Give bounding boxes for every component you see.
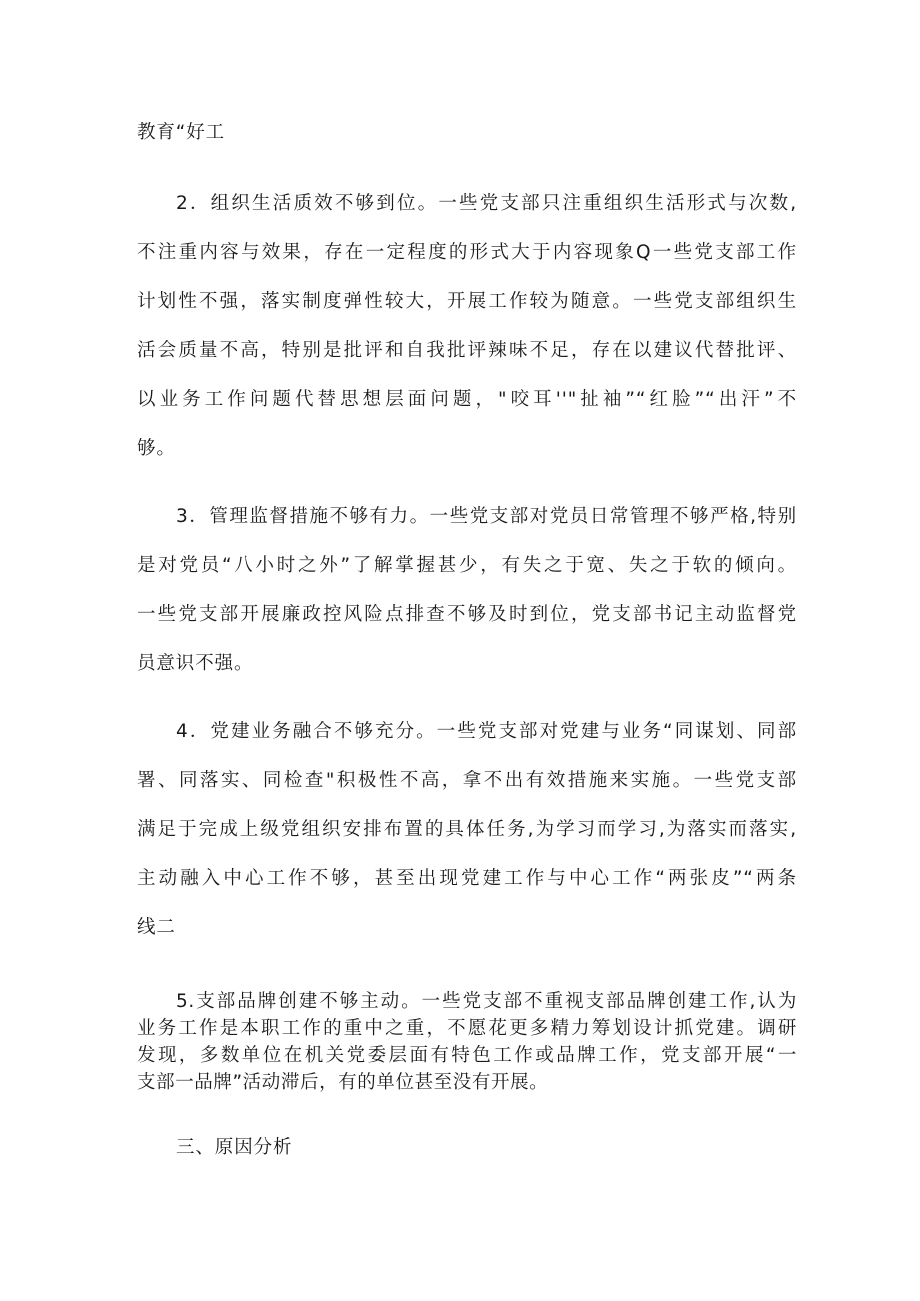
section-2-line-2: 不注重内容与效果，存在一定程度的形式大于内容现象Q一些党支部工作 <box>137 242 797 263</box>
section-5-line-3: 发现，多数单位在机关党委层面有特色工作或品牌工作，党支部开展“一 <box>137 1045 797 1066</box>
top-fragment: 教育“好工 <box>137 122 226 143</box>
section-5-line-2: 业务工作是本职工作的重中之重，不愿花更多精力筹划设计抓党建。调研 <box>137 1018 797 1039</box>
section-4-line-4: 主动融入中心工作不够，甚至出现党建工作与中心工作“两张皮”“两条 <box>137 868 797 889</box>
section-3-line-2: 是对党员“八小时之外”了解掌握甚少，有失之于宽、失之于软的倾向。 <box>137 555 797 576</box>
section-5-line-1: 5.支部品牌创建不够主动。一些党支部不重视支部品牌创建工作,认为 <box>176 991 797 1012</box>
section-4-line-2: 署、同落实、同检查"积极性不高，拿不出有效措施来实施。一些党支部 <box>137 770 797 791</box>
section-2-line-5: 以业务工作问题代替思想层面问题，"咬耳''"扯袖”“红脸”“出汗”不 <box>137 389 797 410</box>
section-3-line-3: 一些党支部开展廉政控风险点排查不够及时到位，党支部书记主动监督党 <box>137 604 797 625</box>
section-2-line-3: 计划性不强，落实制度弹性较大，开展工作较为随意。一些党支部组织生 <box>137 291 797 312</box>
section-3-line-4: 员意识不强。 <box>137 653 254 674</box>
section-2-line-4: 活会质量不高，特别是批评和自我批评辣味不足，存在以建议代替批评、 <box>137 340 797 361</box>
section-4-line-1: 4．党建业务融合不够充分。一些党支部对党建与业务“同谋划、同部 <box>176 721 797 742</box>
section-4-line-3: 满足于完成上级党组织安排布置的具体任务,为学习而学习,为落实而落实, <box>137 819 797 840</box>
section-2-line-1: 2．组织生活质效不够到位。一些党支部只注重组织生活形式与次数, <box>176 193 797 214</box>
section-4-line-5: 线二 <box>137 917 176 938</box>
section-5-line-4: 支部一品牌”活动滞后，有的单位甚至没有开展。 <box>137 1072 549 1093</box>
section-3-line-1: 3．管理监督措施不够有力。一些党支部对党员日常管理不够严格,特别 <box>176 506 797 527</box>
section-2-line-6: 够。 <box>137 438 176 459</box>
section-heading: 三、原因分析 <box>176 1137 293 1158</box>
